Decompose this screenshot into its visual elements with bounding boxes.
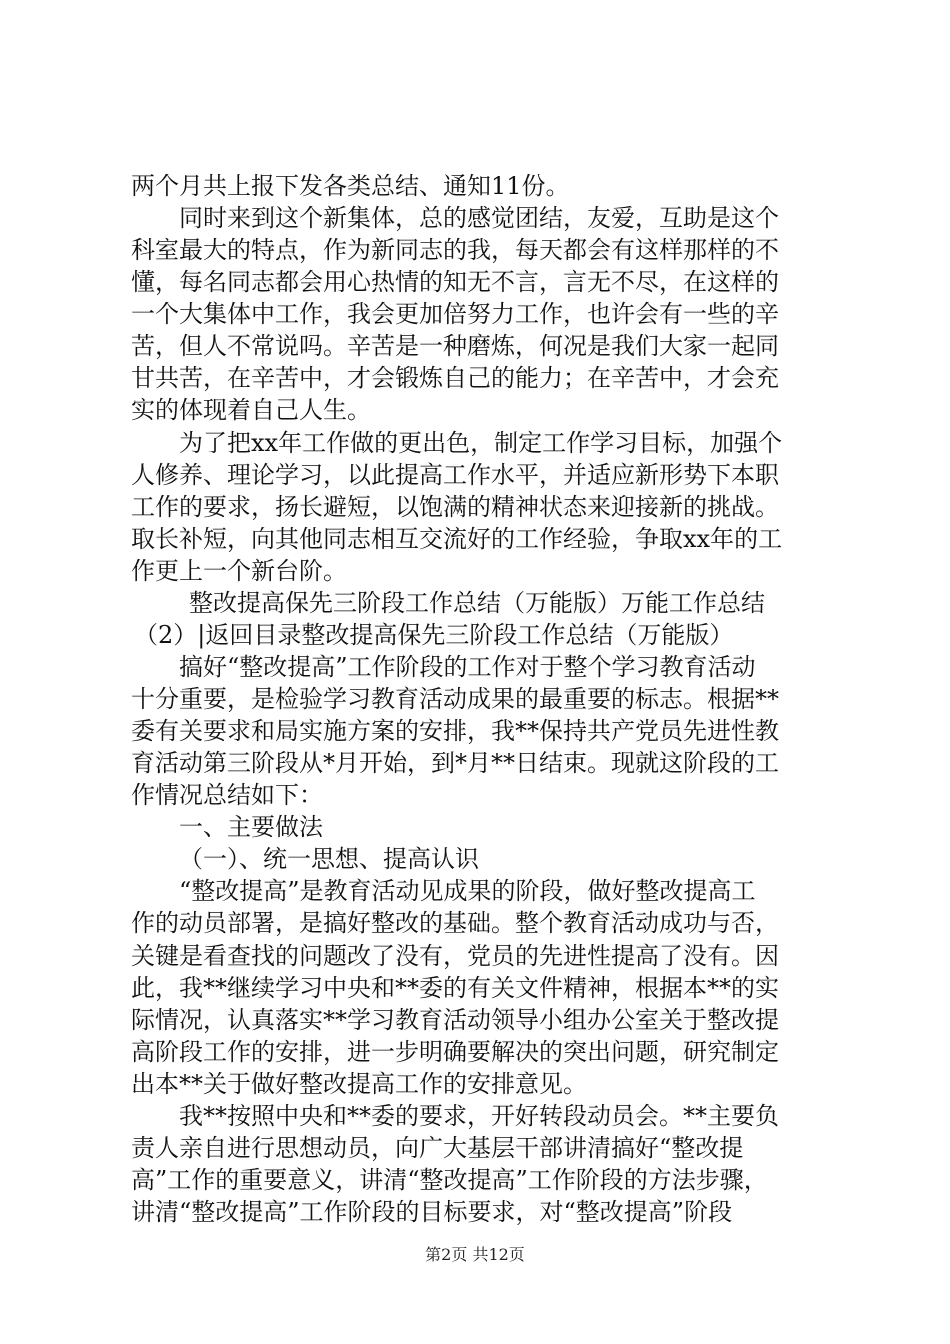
text-line: 作的动员部署，是搞好整改的基础。整个教育活动成功与否， xyxy=(131,909,779,938)
text-line: 工作的要求，扬长避短，以饱满的精神状态来迎接新的挑战。 xyxy=(131,492,779,521)
text-line: 十分重要，是检验学习教育活动成果的最重要的标志。根据** xyxy=(131,685,779,713)
text-line: 懂，每名同志都会用心热情的知无不言，言无不尽，在这样的 xyxy=(131,268,779,297)
text-line: 此，我**继续学习中央和**委的有关文件精神，根据本**的实 xyxy=(131,973,779,1002)
text-line: 关键是看查找的问题改了没有，党员的先进性提高了没有。因 xyxy=(131,941,779,970)
text-line: 科室最大的特点，作为新同志的我，每天都会有这样那样的不 xyxy=(131,236,779,265)
text-line: 一个大集体中工作，我会更加倍努力工作，也许会有一些的辛 xyxy=(131,300,779,329)
text-line: 搞好“整改提高”工作阶段的工作对于整个学习教育活动 xyxy=(179,652,756,681)
text-line: 出本**关于做好整改提高工作的安排意见。 xyxy=(131,1069,587,1098)
text-line: 作更上一个新台阶。 xyxy=(131,556,347,585)
text-line: 甘共苦，在辛苦中，才会锻炼自己的能力；在辛苦中，才会充 xyxy=(131,364,779,393)
section-heading: 一、主要做法 xyxy=(179,813,323,842)
page-number: 第2页 共12页 xyxy=(425,1245,525,1264)
text-line: 委有关要求和局实施方案的安排，我**保持共产党员先进性教 xyxy=(131,717,779,746)
section-heading: （2）|返回目录整改提高保先三阶段工作总结（万能版） xyxy=(134,620,734,649)
text-line: 两个月共上报下发各类总结、通知11份。 xyxy=(131,172,570,200)
text-line: 为了把xx年工作做的更出色，制定工作学习目标，加强个 xyxy=(179,428,783,457)
text-line: 作情况总结如下： xyxy=(131,781,323,810)
text-line: 人修养、理论学习，以此提高工作水平，并适应新形势下本职 xyxy=(131,460,779,489)
text-line: 育活动第三阶段从*月开始，到*月**日结束。现就这阶段的工 xyxy=(131,749,779,778)
text-line: 高”工作的重要意义，讲清“整改提高”工作阶段的方法步骤， xyxy=(131,1165,768,1194)
text-line: 讲清“整改提高”工作阶段的目标要求，对“整改提高”阶段 xyxy=(131,1198,733,1226)
text-line: 实的体现着自己人生。 xyxy=(131,396,371,425)
text-line: 取长补短，向其他同志相互交流好的工作经验，争取xx年的工 xyxy=(131,524,783,553)
text-line: “整改提高”是教育活动见成果的阶段，做好整改提高工 xyxy=(179,877,756,906)
section-heading: （一）、统一思想、提高认识 xyxy=(179,845,479,874)
section-heading: 整改提高保先三阶段工作总结（万能版）万能工作总结 xyxy=(189,588,765,617)
text-line: 责人亲自进行思想动员，向广大基层干部讲清搞好“整改提 xyxy=(131,1133,744,1162)
text-line: 高阶段工作的安排，进一步明确要解决的突出问题，研究制定 xyxy=(131,1037,779,1066)
text-line: 苦，但人不常说吗。辛苦是一种磨炼，何况是我们大家一起同 xyxy=(131,332,779,361)
text-line: 我**按照中央和**委的要求，开好转段动员会。**主要负 xyxy=(179,1101,779,1130)
text-line: 同时来到这个新集体，总的感觉团结，友爱，互助是这个 xyxy=(179,204,779,233)
text-line: 际情况，认真落实**学习教育活动领导小组办公室关于整改提 xyxy=(131,1005,779,1034)
